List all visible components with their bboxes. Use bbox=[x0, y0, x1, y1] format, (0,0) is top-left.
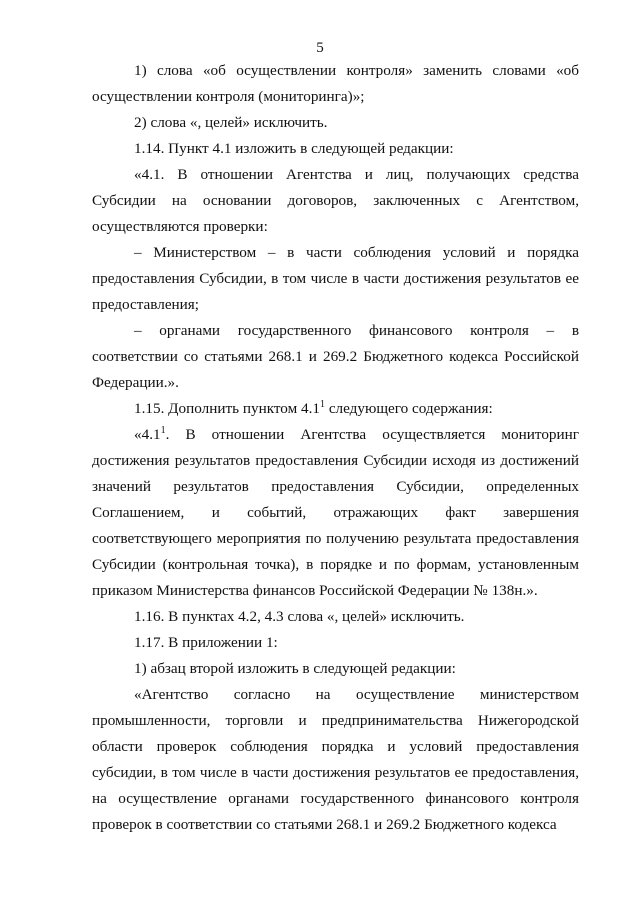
paragraph-3: 1.14. Пункт 4.1 изложить в следующей редакции: bbox=[134, 140, 454, 157]
paragraph-2: 2) слова «, целей» исключить. bbox=[134, 114, 328, 131]
paragraph-1: 1) слова «об осуществлении контроля» заменить словами «об осуществлении контроля (мониторинга)»; bbox=[92, 62, 579, 105]
paragraph-7-text: 1.15. Дополнить пунктом 4.1 bbox=[134, 400, 321, 417]
document-body bbox=[92, 58, 579, 838]
paragraph-7 bbox=[92, 396, 579, 422]
paragraph-6: – органами государственного финансового контроля – в соответствии со статьями 268.1 и 269.2 Бюджетного кодекса Российской Федерации.». bbox=[92, 322, 579, 391]
superscript: 1 bbox=[320, 398, 326, 410]
paragraph-12: «Агентство согласно на осуществление министерством промышленности, торговли и предпринимательства Нижегородской области проверок соблюдения порядка и условий предоставления субсидии, в том числе в части достижения результатов ее предоставления, на осуществление органами государственного финансового контроля проверок в соответствии со статьями 268.1 и 269.2 Бюджетного кодекса bbox=[92, 686, 579, 833]
page-number: 5 bbox=[316, 40, 324, 56]
paragraph-5: – Министерством – в части соблюдения условий и порядка предоставления Субсидии, в том числе в части достижения результатов ее предоставления; bbox=[92, 244, 579, 313]
paragraph-8 bbox=[92, 422, 579, 604]
paragraph-10: 1.17. В приложении 1: bbox=[134, 634, 278, 651]
paragraph-11: 1) абзац второй изложить в следующей редакции: bbox=[134, 660, 456, 677]
paragraph-9: 1.16. В пунктах 4.2, 4.3 слова «, целей» исключить. bbox=[134, 608, 465, 625]
paragraph-7-text-cont: следующего содержания: bbox=[325, 400, 493, 417]
paragraph-8-text: «4.1 bbox=[134, 426, 161, 443]
paragraph-4: «4.1. В отношении Агентства и лиц, получающих средства Субсидии на основании договоров, заключенных с Агентством, осуществляются проверки: bbox=[92, 166, 579, 235]
paragraph-8-text-cont: . В отношении Агентства осуществляется мониторинг достижения результатов предоставления Субсидии исходя из достижений значений результатов предоставления Субсидии, определенных Соглашением, и событий, отражающих факт завершения соответствующего мероприятия по получению результата предоставления Субсидии (контрольная точка), в порядке и по формам, установленным приказом Министерства финансов Российской Федерации № 138н.». bbox=[92, 426, 579, 599]
superscript: 1 bbox=[160, 424, 166, 436]
